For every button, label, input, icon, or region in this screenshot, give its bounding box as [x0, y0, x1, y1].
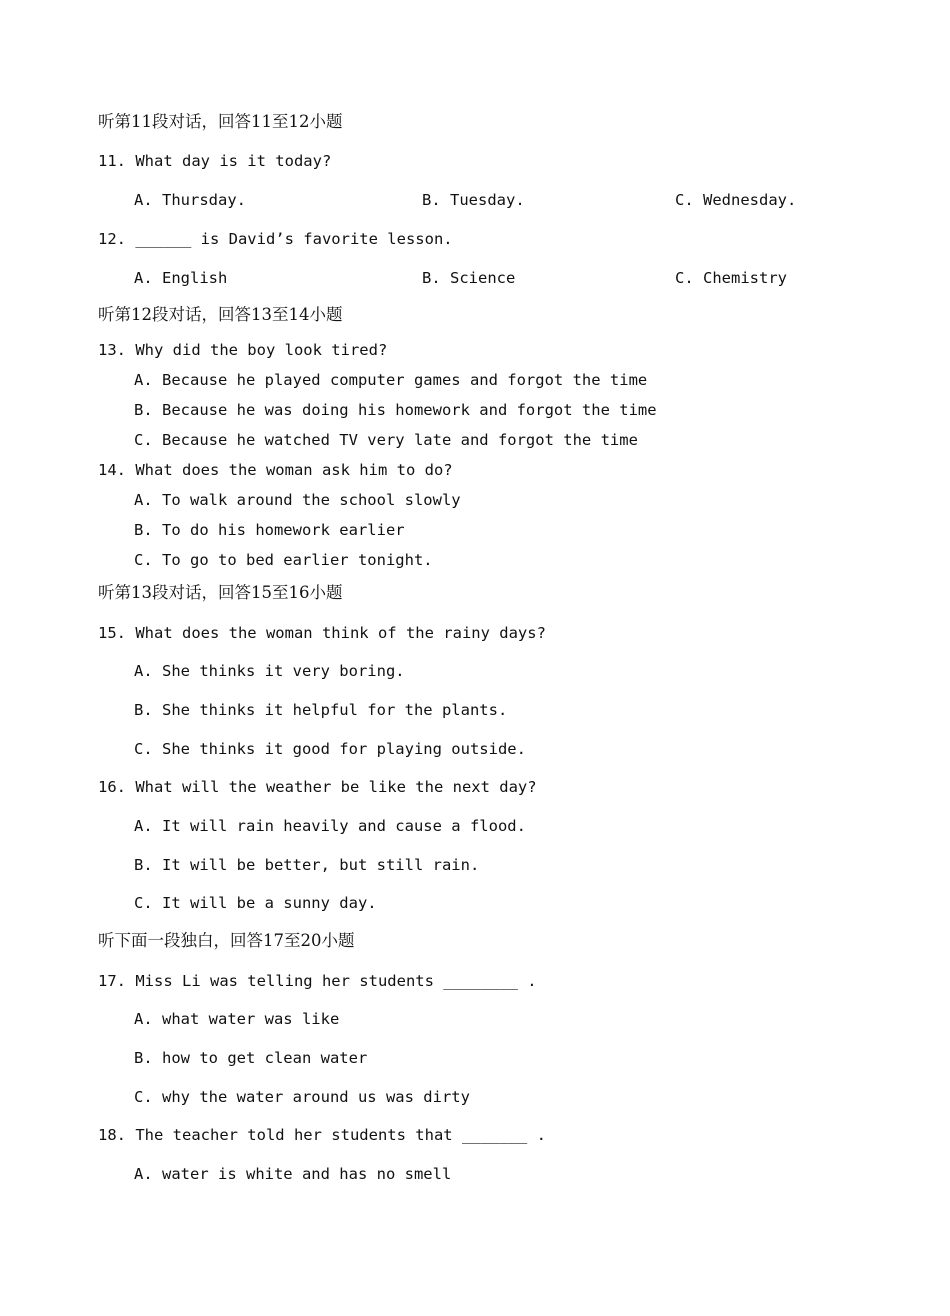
question-stem: 11. What day is it today? [98, 152, 332, 170]
option-a: A. It will rain heavily and cause a flood. [134, 817, 526, 835]
section-heading: 听第12段对话，回答13至14小题 [98, 305, 343, 324]
option-b: B. Science [422, 269, 516, 287]
section-heading: 听第11段对话，回答11至12小题 [98, 112, 343, 131]
option-b: B. It will be better, but still rain. [134, 856, 480, 874]
question-stem: 13. Why did the boy look tired? [98, 341, 388, 359]
option-b: B. She thinks it helpful for the plants. [134, 701, 508, 719]
option-b: B. To do his homework earlier [134, 521, 405, 539]
option-c: C. She thinks it good for playing outside. [134, 740, 526, 758]
option-a: A. Because he played computer games and forgot the time [134, 371, 648, 389]
question-stem: 18. The teacher told her students that _______ . [98, 1126, 546, 1144]
option-c: C. It will be a sunny day. [134, 894, 377, 912]
option-c: C. To go to bed earlier tonight. [134, 551, 433, 569]
option-c: C. Wednesday. [675, 191, 797, 209]
option-c: C. Because he watched TV very late and forgot the time [134, 431, 638, 449]
option-b: B. Because he was doing his homework and forgot the time [134, 401, 657, 419]
option-a: A. English [134, 269, 228, 287]
question-stem: 14. What does the woman ask him to do? [98, 461, 453, 479]
option-a: A. To walk around the school slowly [134, 491, 461, 509]
option-c: C. Chemistry [675, 269, 787, 287]
question-stem: 15. What does the woman think of the rainy days? [98, 624, 546, 642]
option-c: C. why the water around us was dirty [134, 1088, 470, 1106]
option-b: B. how to get clean water [134, 1049, 368, 1067]
option-a: A. what water was like [134, 1010, 340, 1028]
question-stem: 17. Miss Li was telling her students ________ . [98, 972, 537, 990]
question-stem: 12. ______ is David’s favorite lesson. [98, 230, 453, 248]
option-a: A. She thinks it very boring. [134, 662, 405, 680]
question-stem: 16. What will the weather be like the next day? [98, 778, 537, 796]
option-b: B. Tuesday. [422, 191, 525, 209]
option-a: A. water is white and has no smell [134, 1165, 452, 1183]
section-heading: 听第13段对话，回答15至16小题 [98, 583, 343, 602]
option-a: A. Thursday. [134, 191, 246, 209]
section-heading: 听下面一段独白，回答17至20小题 [98, 931, 355, 950]
